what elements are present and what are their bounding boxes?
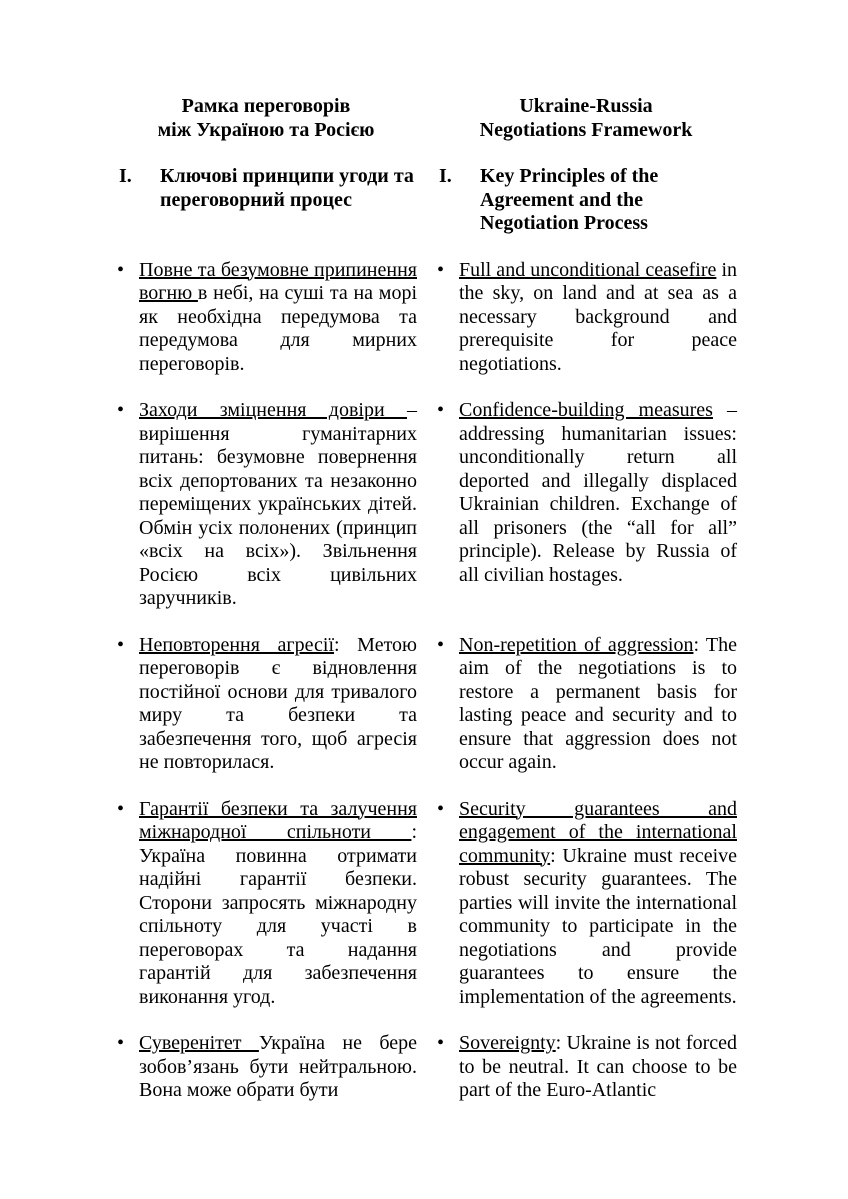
heading-line: Agreement and the [480, 188, 643, 211]
bullet-text: : Україна повинна отримати надійні гарантії безпеки. Сторони запросять міжнародну спільноту для участі в переговорах та надання гарантій для забезпечення виконання угод. [139, 821, 417, 1008]
bullet-item-en-ceasefire [435, 259, 737, 377]
title-line: Ukraine-Russia [519, 95, 653, 117]
bullet-lead: Full and unconditional ceasefire [459, 258, 717, 281]
section-number: I. [439, 165, 452, 187]
bullet-item-en-non-repetition [435, 634, 737, 775]
bullet-item-en-sovereignty [435, 1032, 737, 1103]
bullet-marker: • [437, 258, 445, 281]
bullet-marker: • [117, 1032, 125, 1054]
heading-line: Negotiation Process [480, 212, 648, 234]
bullet-text: : Ukraine is not forced to be neutral. It can choose to be part of the Euro-Atlantic [459, 1032, 737, 1101]
bullet-item-uk-sovereignty [115, 1032, 417, 1103]
bullet-lead: Security guarantees and engagement of the international community [459, 797, 737, 867]
document-title-en [435, 95, 737, 142]
bullet-text: in the sky, on land and at sea as a necessary background and prerequisite for peace negotiations. [459, 258, 738, 375]
heading-line: Ключові принципи угоди та [160, 165, 414, 187]
bullet-item-uk-confidence-building [115, 399, 417, 611]
bullet-lead: Гарантії безпеки та залучення міжнародної спільноти [139, 797, 417, 843]
document-title-uk [115, 95, 417, 142]
bullet-item-en-confidence-building [435, 399, 737, 587]
title-line: між Україною та Росією [157, 118, 375, 141]
bullet-item-uk-non-repetition [115, 634, 417, 775]
bullet-text: Україна не бере зобов’язань бути нейтральною. Вона може обрати бути [139, 1032, 417, 1101]
bullet-marker: • [437, 399, 445, 421]
bullet-lead: Неповторення агресії [139, 633, 334, 656]
bullet-item-uk-security-guarantees [115, 798, 417, 1010]
heading-line: переговорний процес [160, 188, 353, 211]
bullet-item-uk-ceasefire [115, 259, 417, 377]
section-heading-uk [115, 165, 417, 212]
bullet-marker: • [437, 633, 445, 656]
bullet-lead: Повне та безумовне припинення вогню [139, 258, 417, 304]
bullet-marker: • [117, 399, 125, 421]
two-column-layout [115, 95, 737, 1103]
title-line: Рамка переговорів [181, 95, 351, 117]
bullet-lead: Non-repetition of aggression [459, 633, 694, 656]
bullet-lead: Заходи зміцнення довіри [139, 399, 407, 421]
bullet-text: : Ukraine must receive robust security guarantees. The parties will invite the international community to participate in the negotiations and provide guarantees to ensure the implementation of the agreements. [459, 844, 737, 1008]
bullet-text: : Метою переговорів є відновлення постійної основи для тривалого миру та безпеки та забезпечення того, щоб агресія не повторилася. [139, 633, 417, 773]
bullet-text: в небі, на суші та на морі як необхідна передумова та передумова для мирних переговорів. [139, 282, 418, 375]
bullet-marker: • [117, 797, 125, 820]
section-number: I. [119, 165, 132, 187]
heading-line: Key Principles of the [480, 165, 659, 187]
bullet-text: – вирішення гуманітарних питань: безумовне повернення всіх депортованих та незаконно переміщених українських дітей. Обмін усіх полонених (принцип «всіх на всіх»). Звільнення Росією всіх цивільних заручників. [139, 399, 417, 609]
title-line: Negotiations Framework [479, 118, 693, 141]
bullet-lead: Sovereignty [459, 1032, 556, 1054]
bullet-marker: • [437, 1032, 445, 1054]
bullet-marker: • [117, 258, 125, 281]
bullet-lead: Confidence-building measures [459, 399, 713, 421]
bullet-marker: • [437, 797, 445, 820]
section-heading-en [435, 165, 737, 236]
bullet-lead: Суверенітет [139, 1032, 259, 1054]
bullet-item-en-security-guarantees [435, 798, 737, 1010]
bullet-text: : The aim of the negotiations is to restore a permanent basis for lasting peace and security and to ensure that aggression does not occur again. [459, 633, 737, 773]
bullet-marker: • [117, 633, 125, 656]
bullet-text: – addressing humanitarian issues: unconditionally return all deported and illegally displaced Ukrainian children. Exchange of all prisoners (the “all for all” principle). Release by Russia of all civilian hostages. [459, 399, 737, 586]
